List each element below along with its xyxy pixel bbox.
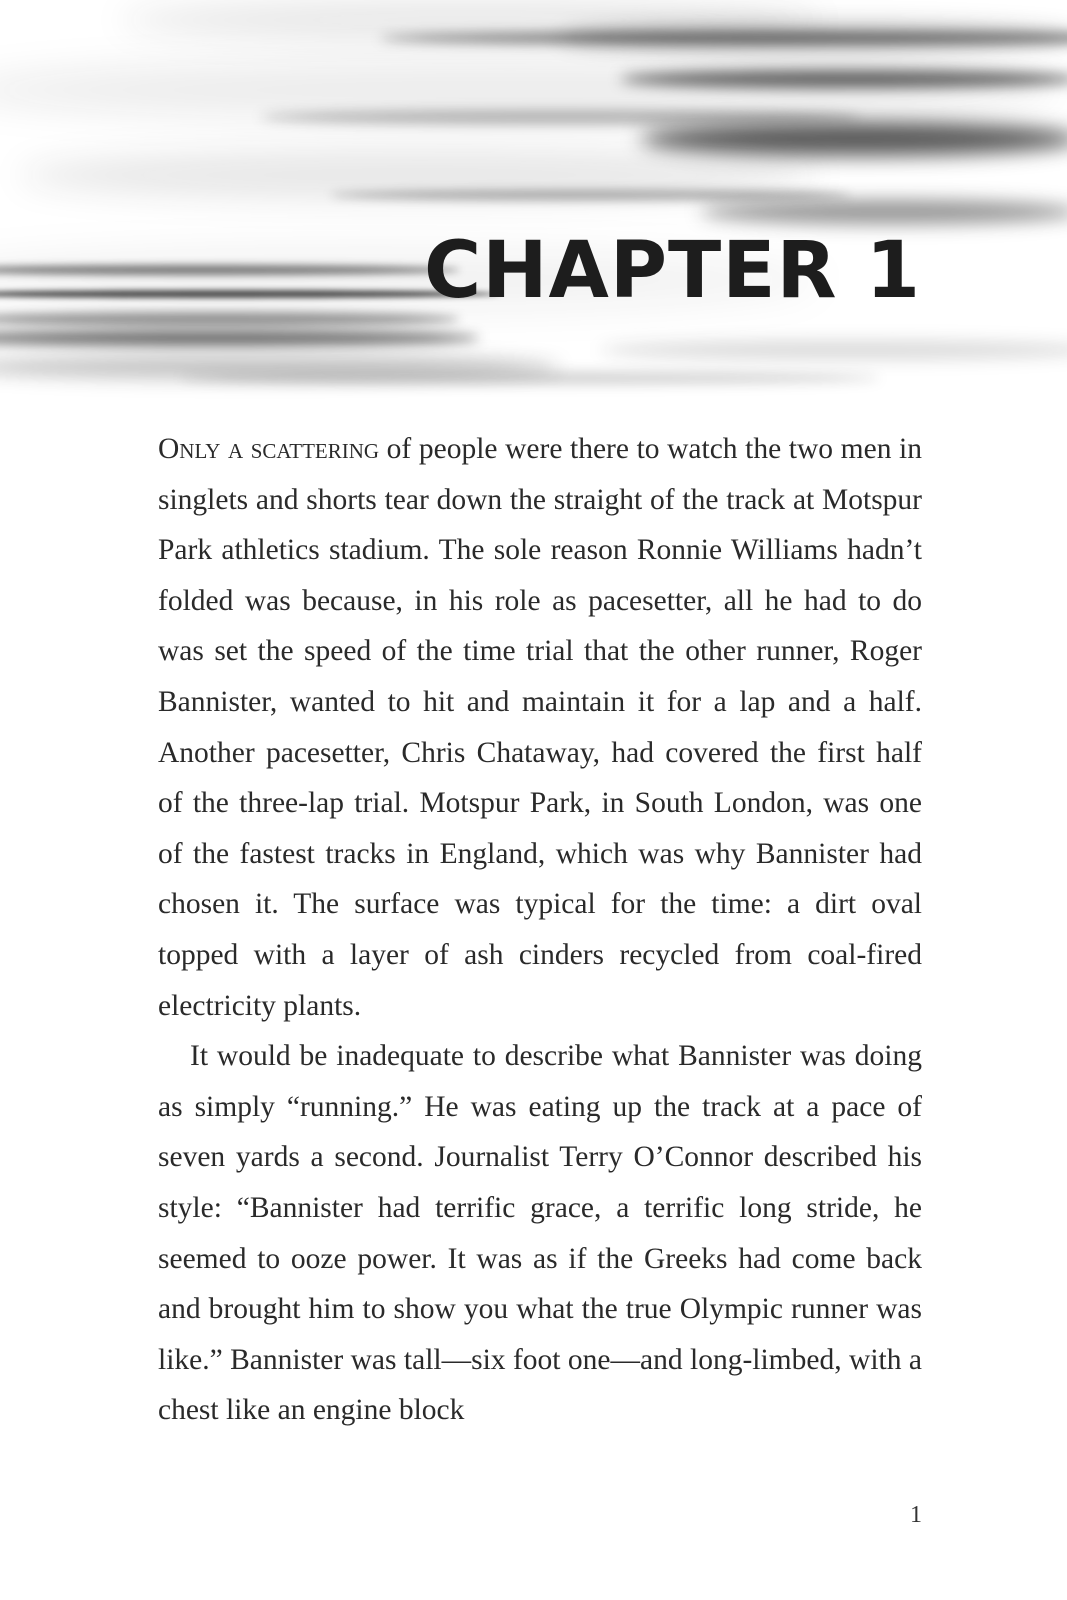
paragraph-1-text: of people were there to watch the two men in singlets and shorts tear down the straight of the track at Motspur Park athletics stadium. The sole reason Ronnie Williams hadn’t folded was because, in his role as pacesetter, all he had to do was set the speed of the time trial that the other runner, Roger Bannister, wanted to hit and maintain it for a lap and a half. Another pacesetter, Chris Chataway, had covered the first half of the three-lap trial. Motspur Park, in South London, was one of the fastest tracks in England, which was why Bannister had chosen it. The surface was typical for the time: a dirt oval topped with a layer of ash cinders recycled from coal-fired electricity plants.: [158, 433, 922, 1022]
paragraph-2: It would be inadequate to describe what Bannister was doing as simply “running.” He was eating up the track at a pace of seven yards a second. Journalist Terry O’Connor described his style: “Bannister had terrific grace, a terrific long stride, he seemed to ooze power. It was as if the Greeks had come back and brought him to show you what the true Olympic runner was like.” Bannister was tall—six foot one—and long-limbed, with a chest like an engine block: [158, 1040, 922, 1427]
motion-streak: [260, 110, 860, 124]
motion-streak: [560, 22, 1067, 52]
motion-blur-header-art: [0, 0, 1067, 410]
motion-streak: [640, 122, 1067, 156]
lead-in-small-caps: Only a scattering: [158, 433, 380, 465]
motion-streak: [0, 330, 480, 346]
chapter-heading: CHAPTER 1: [423, 226, 921, 316]
motion-streak: [620, 70, 1067, 88]
motion-streak: [330, 190, 850, 200]
paragraph-1: [158, 424, 922, 1031]
page-number: 1: [910, 1502, 922, 1528]
motion-streak: [700, 200, 1067, 224]
chapter-body: [158, 424, 922, 1436]
motion-streak: [180, 372, 880, 384]
motion-streak: [0, 312, 460, 326]
motion-streak: [600, 340, 1067, 360]
